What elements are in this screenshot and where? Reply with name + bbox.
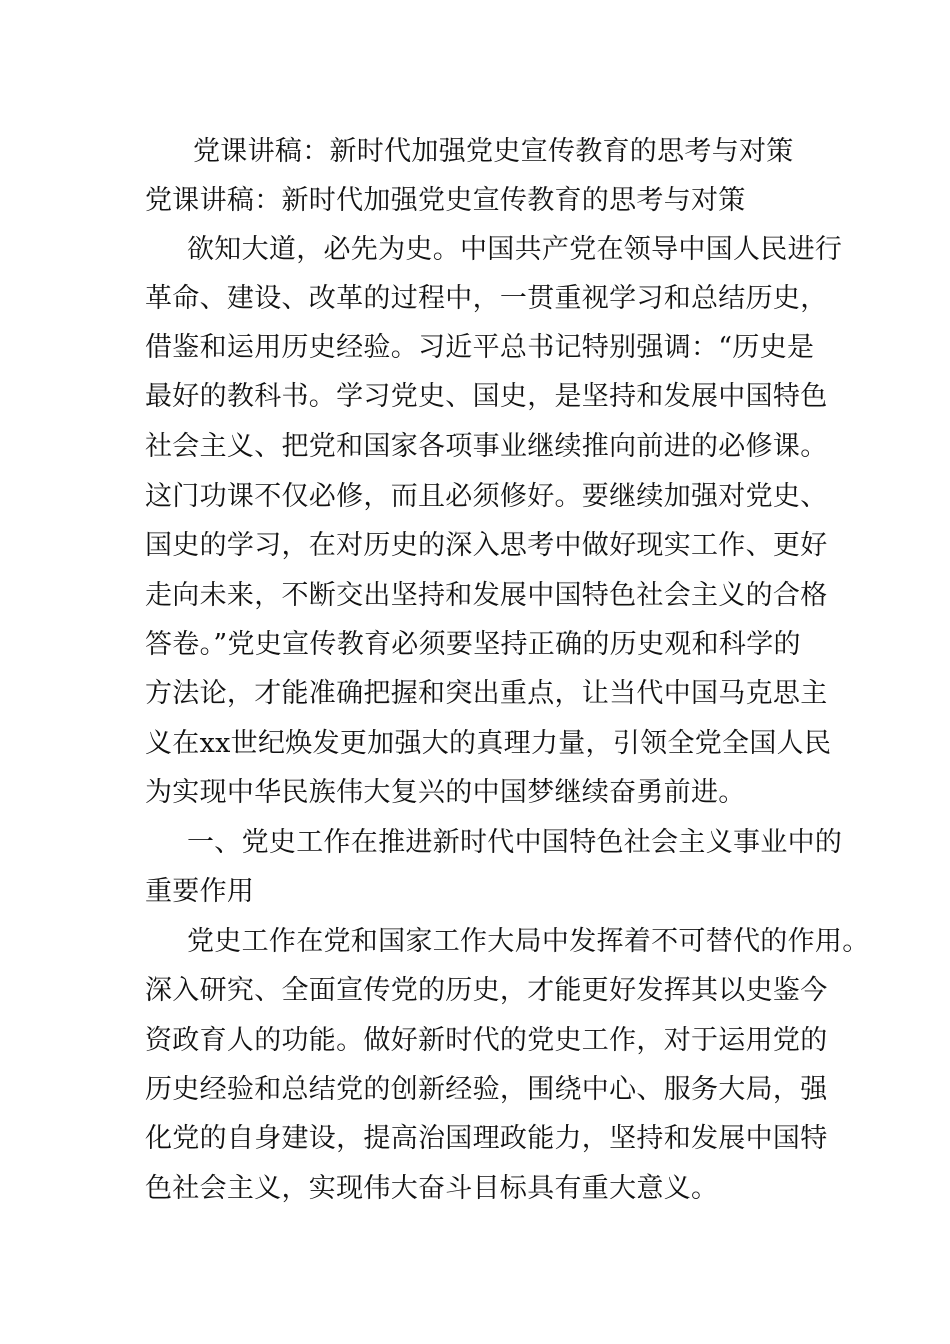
paragraph-line: 走向未来，不断交出坚持和发展中国特色社会主义的合格	[145, 580, 828, 611]
paragraph-line: 社会主义、把党和国家各项事业继续推向前进的必修课。	[145, 431, 828, 462]
document-title: 党课讲稿：新时代加强党史宣传教育的思考与对策	[193, 136, 794, 167]
paragraph-line: 深入研究、全面宣传党的历史，才能更好发挥其以史鉴今	[145, 975, 828, 1006]
paragraph-line: 资政育人的功能。做好新时代的党史工作，对于运用党的	[145, 1025, 828, 1056]
paragraph-line: 国史的学习，在对历史的深入思考中做好现实工作、更好	[145, 530, 828, 561]
section-heading: 一、党史工作在推进新时代中国特色社会主义事业中的	[187, 827, 843, 858]
paragraph-line: 最好的教科书。学习党史、国史，是坚持和发展中国特色	[145, 381, 828, 412]
paragraph-line: 革命、建设、改革的过程中，一贯重视学习和总结历史，	[145, 283, 828, 314]
paragraph-line: 色社会主义，实现伟大奋斗目标具有重大意义。	[145, 1173, 719, 1204]
paragraph-line: 义在xx世纪焕发更加强大的真理力量，引领全党全国人民	[145, 728, 832, 759]
paragraph-line: 历史经验和总结党的创新经验，围绕中心、服务大局，强	[145, 1074, 828, 1105]
paragraph-line: 欲知大道，必先为史。中国共产党在领导中国人民进行	[187, 234, 843, 265]
paragraph-line: 为实现中华民族伟大复兴的中国梦继续奋勇前进。	[145, 777, 746, 808]
document-subtitle: 党课讲稿：新时代加强党史宣传教育的思考与对策	[145, 185, 746, 216]
paragraph-line: 党史工作在党和国家工作大局中发挥着不可替代的作用。	[187, 926, 870, 957]
paragraph-line: 方法论，才能准确把握和突出重点，让当代中国马克思主	[145, 678, 828, 709]
paragraph-line: 这门功课不仅必修，而且必须修好。要继续加强对党史、	[145, 481, 828, 512]
section-heading: 重要作用	[145, 876, 255, 907]
paragraph-line: 答卷。”党史宣传教育必须要坚持正确的历史观和科学的	[145, 629, 801, 660]
paragraph-line: 化党的自身建设，提高治国理政能力，坚持和发展中国特	[145, 1123, 828, 1154]
paragraph-line: 借鉴和运用历史经验。习近平总书记特别强调：“历史是	[145, 332, 815, 363]
